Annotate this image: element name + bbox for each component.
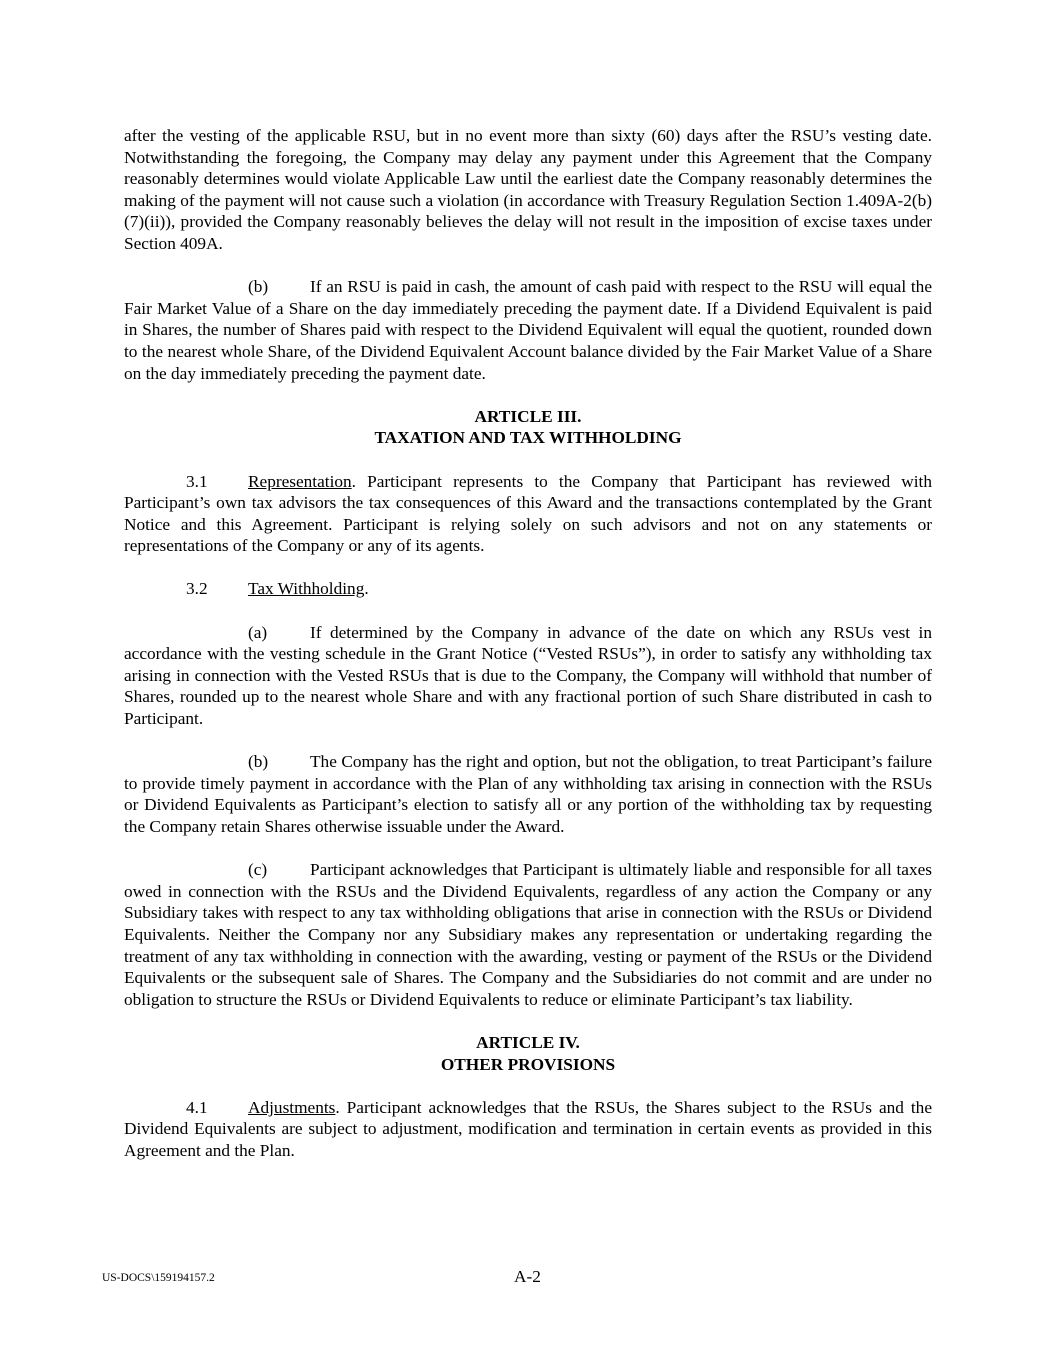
article-number: ARTICLE III. bbox=[474, 406, 582, 426]
section-3-1-representation bbox=[124, 471, 932, 557]
footer-document-id: US-DOCS\159194157.2 bbox=[102, 1272, 215, 1284]
section-heading: Tax Withholding bbox=[248, 579, 365, 599]
paragraph-marker: (c) bbox=[248, 860, 268, 880]
document-body bbox=[124, 125, 932, 1183]
paragraph-marker: (a) bbox=[248, 622, 268, 642]
article-3-heading bbox=[124, 406, 932, 449]
article-title: OTHER PROVISIONS bbox=[440, 1054, 616, 1074]
paragraph-marker: (b) bbox=[248, 752, 269, 772]
section-heading: Representation bbox=[248, 471, 352, 491]
paragraph-payment-timing: after the vesting of the applicable RSU, but in no event more than sixty (60) days after the RSU’s vesting date. Notwithstanding the foregoing, the Company may delay any payment under this Agreement that the Company reasonably determines would violate Applicable Law until the earliest date the Company reasonably determines the making of the payment will not cause such a violation (in accordance with Treasury Regulation Section 1.409A-2(b)(7)(ii)), provided the Company reasonably believes the delay will not result in the imposition of excise taxes under Section 409A. bbox=[124, 126, 932, 253]
section-number: 3.1 bbox=[186, 471, 208, 491]
article-4-heading bbox=[124, 1032, 932, 1075]
paragraph-b-cash-payment bbox=[124, 276, 932, 384]
article-number: ARTICLE IV. bbox=[476, 1032, 580, 1052]
footer-page-number: A-2 bbox=[514, 1267, 541, 1286]
section-text: . Participant acknowledges that the RSUs, the Shares subject to the RSUs and the Dividend Equivalents are subject to adjustment, modification and termination in certain events as provided in this Agreement and the Plan. bbox=[124, 1097, 932, 1160]
section-text: . Participant represents to the Company that Participant has reviewed with Participant’s own tax advisors the tax consequences of this Award and the transactions contemplated by the Grant Notice and this Agreement. Participant is relying solely on such advisors and not on any statements or representations of the Company or any of its agents. bbox=[124, 471, 932, 556]
section-4-1-adjustments bbox=[124, 1097, 932, 1162]
paragraph-3-2-c bbox=[124, 859, 932, 1010]
section-3-2-tax-withholding bbox=[124, 578, 932, 600]
paragraph-3-2-b bbox=[124, 751, 932, 837]
paragraph-text: If determined by the Company in advance of the date on which any RSUs vest in accordance with the vesting schedule in the Grant Notice (“Vested RSUs”), in order to satisfy any withholding tax arising in connection with the Vested RSUs that is due to the Company, the Company will withhold that number of Shares, rounded up to the nearest whole Share and with any fractional portion of such Share distributed in cash to Participant. bbox=[124, 622, 932, 729]
paragraph-text: If an RSU is paid in cash, the amount of cash paid with respect to the RSU will equal the Fair Market Value of a Share on the day immediately preceding the payment date. If a Dividend Equivalent is paid in Shares, the number of Shares paid with respect to the Dividend Equivalent will equal the quotient, rounded down to the nearest whole Share, of the Dividend Equivalent Account balance divided by the Fair Market Value of a Share on the day immediately preceding the payment date. bbox=[124, 277, 932, 383]
paragraph-text: The Company has the right and option, but not the obligation, to treat Participant’s failure to provide timely payment in accordance with the Plan of any withholding tax arising in connection with the RSUs or Dividend Equivalents as Participant’s election to satisfy all or any portion of the withholding tax by requesting the Company retain Shares otherwise issuable under the Award. bbox=[124, 752, 932, 836]
paragraph-marker: (b) bbox=[248, 277, 269, 297]
paragraph-3-2-a bbox=[124, 622, 932, 730]
paragraph-text: Participant acknowledges that Participant is ultimately liable and responsible for all taxes owed in connection with the RSUs and the Dividend Equivalents, regardless of any action the Company or any Subsidiary takes with respect to any tax withholding obligations that arise in connection with the RSUs or Dividend Equivalents. Neither the Company nor any Subsidiary makes any representation or undertaking regarding the treatment of any tax withholding in connection with the awarding, vesting or payment of the RSUs or the Dividend Equivalents or the subsequent sale of Shares. The Company and the Subsidiaries do not commit and are under no obligation to structure the RSUs or Dividend Equivalents to reduce or eliminate Participant’s tax liability. bbox=[124, 860, 932, 1009]
section-number: 4.1 bbox=[186, 1097, 208, 1117]
section-heading: Adjustments bbox=[248, 1097, 336, 1117]
article-title: TAXATION AND TAX WITHHOLDING bbox=[374, 428, 682, 448]
section-text: . bbox=[364, 579, 369, 599]
section-number: 3.2 bbox=[186, 579, 208, 599]
